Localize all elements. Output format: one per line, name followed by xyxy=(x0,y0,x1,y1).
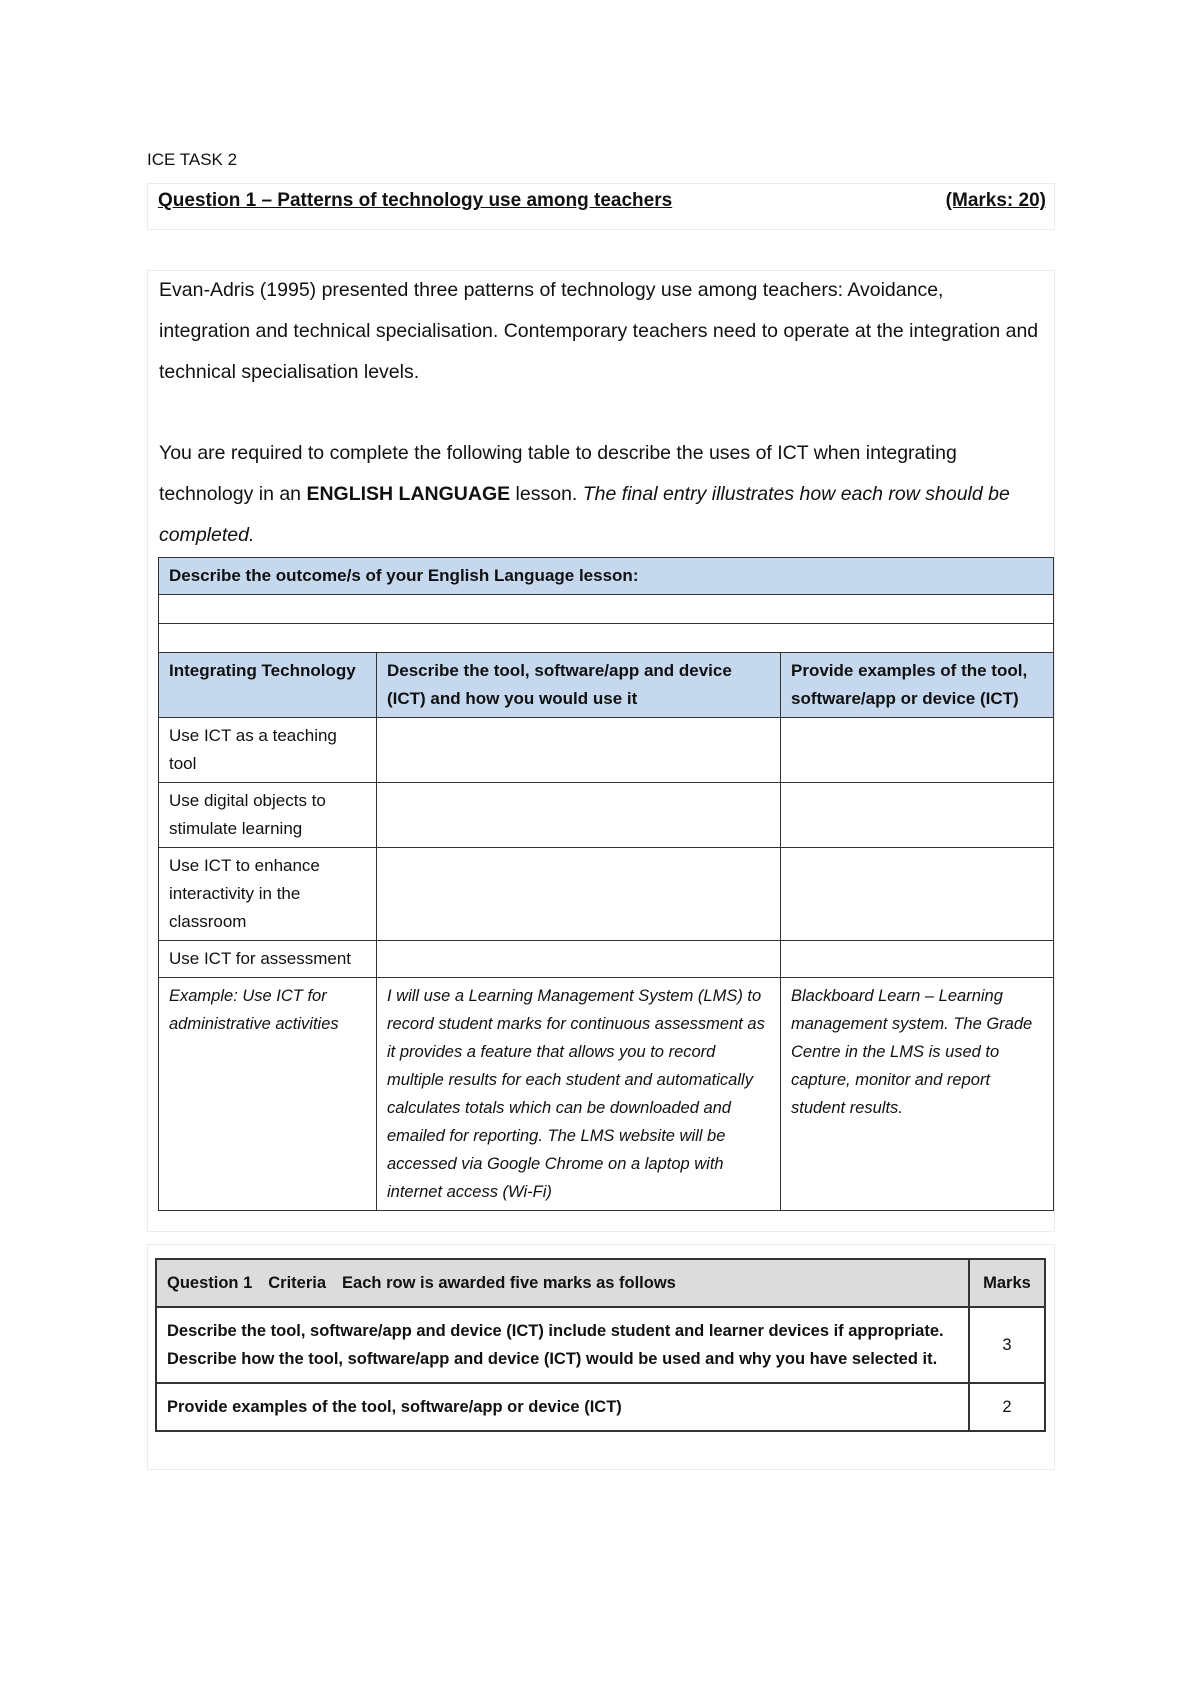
table-row xyxy=(159,718,1054,783)
row-label: Use digital objects to stimulate learning xyxy=(159,783,377,848)
column-header: Integrating Technology xyxy=(159,653,377,718)
criteria-marks: 3 xyxy=(969,1307,1045,1383)
criteria-header-criteria: Criteria xyxy=(268,1274,327,1292)
task-title: ICE TASK 2 xyxy=(147,150,238,169)
criteria-marks: 2 xyxy=(969,1383,1045,1431)
column-header: Describe the tool, software/app and device (ICT) and how you would use it xyxy=(377,653,781,718)
criteria-table xyxy=(155,1258,1046,1432)
criteria-header-description: Each row is awarded five marks as follows xyxy=(342,1274,676,1292)
question-marks: (Marks: 20) xyxy=(945,190,1046,211)
intro-text xyxy=(159,270,1039,556)
example-description: I will use a Learning Management System (LMS) to record student marks for continuous assessment as it provides a feature that allows you to record multiple results for each student and automatically calculates totals which can be downloaded and emailed for reporting. The LMS website will be accessed via Google Chrome on a laptop with internet access (Wi-Fi) xyxy=(377,978,781,1211)
answer-cell[interactable] xyxy=(377,848,781,941)
example-label xyxy=(159,978,377,1211)
answer-cell[interactable] xyxy=(377,941,781,978)
question-title: Question 1 – Patterns of technology use among teachers xyxy=(158,190,673,211)
marks-header: Marks xyxy=(969,1259,1045,1307)
criteria-row xyxy=(156,1307,1045,1383)
criteria-text xyxy=(156,1307,969,1383)
example-tool: Blackboard Learn – Learning management system. The Grade Centre in the LMS is used to capture, monitor and report student results. xyxy=(781,978,1054,1211)
outcome-label: Describe the outcome/s of your English Language lesson: xyxy=(159,558,1054,595)
table-row xyxy=(159,783,1054,848)
example-label-text: Example: Use ICT for administrative activities xyxy=(169,987,339,1033)
intro-paragraph-2 xyxy=(159,433,1039,556)
answer-cell[interactable] xyxy=(377,718,781,783)
intro-text-part: lesson. xyxy=(510,483,583,505)
example-row xyxy=(159,978,1054,1211)
criteria-line: Describe the tool, software/app and device (ICT) include student and learner devices if appropriate. xyxy=(167,1322,944,1340)
outcome-answer-cell[interactable] xyxy=(159,595,1054,624)
answer-cell[interactable] xyxy=(781,941,1054,978)
question-header xyxy=(158,190,1046,212)
criteria-text: Provide examples of the tool, software/app or device (ICT) xyxy=(156,1383,969,1431)
intro-paragraph-1: Evan-Adris (1995) presented three patterns of technology use among teachers: Avoidance, integration and technical specialisation. Contemporary teachers need to operate at the integration and technical specialisation levels. xyxy=(159,279,1039,383)
answer-cell[interactable] xyxy=(781,848,1054,941)
answer-cell[interactable] xyxy=(781,718,1054,783)
row-label: Use ICT to enhance interactivity in the classroom xyxy=(159,848,377,941)
blank-spacer-row xyxy=(159,624,1054,653)
criteria-header xyxy=(156,1259,969,1307)
criteria-row xyxy=(156,1383,1045,1431)
row-label: Use ICT as a teaching tool xyxy=(159,718,377,783)
criteria-line: Describe how the tool, software/app and device (ICT) would be used and why you have selected it. xyxy=(167,1350,938,1368)
column-header: Provide examples of the tool, software/app or device (ICT) xyxy=(781,653,1054,718)
table-row xyxy=(159,941,1054,978)
ict-integration-table xyxy=(158,557,1054,1211)
row-label: Use ICT for assessment xyxy=(159,941,377,978)
intro-subject: ENGLISH LANGUAGE xyxy=(306,483,511,505)
table-row xyxy=(159,848,1054,941)
intro-text-part: You are required to complete the following table to describe the uses of ICT when integrating technology in an xyxy=(159,442,957,505)
answer-cell[interactable] xyxy=(781,783,1054,848)
intro-instruction: The final entry illustrates how each row should be completed. xyxy=(159,483,1010,546)
criteria-header-question: Question 1 xyxy=(167,1274,253,1292)
answer-cell[interactable] xyxy=(377,783,781,848)
